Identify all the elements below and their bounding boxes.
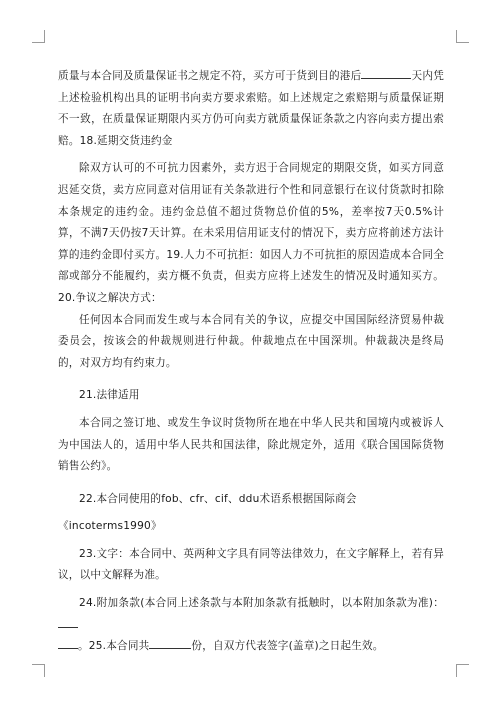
paragraph-additional-terms (58, 593, 444, 658)
crop-mark-top-right (456, 30, 469, 43)
paragraph-governing-law: 本合同之签订地、或发生争议时货物所在地在中华人民共和国境内或被诉人为中国法人的，适用中华人民共和国法律，除此规定外，适用《联合国国际货物销售公约》。 (58, 416, 444, 473)
text-run: 。25.本合同共 (78, 640, 150, 653)
crop-mark-top-left (32, 30, 45, 43)
paragraph-trade-terms: 22.本合同使用的fob、cfr、cif、ddu术语系根据国际商会 (79, 492, 357, 505)
heading-governing-law: 21.法律适用 (79, 389, 140, 402)
crop-mark-bottom-right (456, 664, 469, 677)
blank-days (361, 67, 411, 79)
paragraph-late-delivery: 除双方认可的不可抗力因素外，卖方迟于合同规定的期限交货，如买方同意迟延交货，卖方应同意对信用证有关条款进行个性和同意银行在议付货款时扣除本条规定的违约金。违约金总值不超过货物总价值的5%，差率按7天0.5%计算，不满7天仍按7天计算。在未采用信用证支付的情况下，卖方应将前述方法计算的违约金即付买方。19.人力不可抗拒：如因人力不可抗拒的原因造成本合同全部或部分不能履约，卖方概不负责，但卖方应将上述发生的情况及时通知买方。20.争议之解决方式： (58, 162, 444, 304)
paragraph-quality-claim (58, 66, 444, 152)
paragraph-language: 23.文字：本合同中、英两种文字具有同等法律效力，在文字解释上，若有异议，以中文解释为准。 (58, 547, 444, 582)
text-run: 份，自双方代表签字(盖章)之日起生效。 (191, 640, 384, 653)
document-body (58, 66, 444, 658)
text-run: 24.附加条款(本合同上述条款与本附加条款有抵触时，以本附加条款为准)： (79, 597, 444, 610)
paragraph-incoterms: 《incoterms1990》 (58, 520, 162, 533)
blank-copies (149, 637, 191, 649)
blank-additional-terms (58, 616, 78, 628)
crop-mark-bottom-left (32, 664, 45, 677)
blank-additional-terms-cont (58, 637, 78, 649)
text-run: 天内凭上述检验机构出具的证明书向卖方要求索赔。如上述规定之索赔期与质量保证期不一致，在质量保证期限内买方仍可向卖方就质量保证条款之内容向卖方提出索赔。18.延期交货违约金 (58, 70, 444, 147)
paragraph-arbitration: 任何因本合同而发生或与本合同有关的争议，应提交中国国际经济贸易仲裁委员会，按该会的仲裁规则进行仲裁。仲裁地点在中国深圳。仲裁裁决是终局的，对双方均有约束力。 (58, 313, 444, 369)
text-run: 质量与本合同及质量保证书之规定不符，买方可于货到目的港后 (58, 70, 362, 82)
